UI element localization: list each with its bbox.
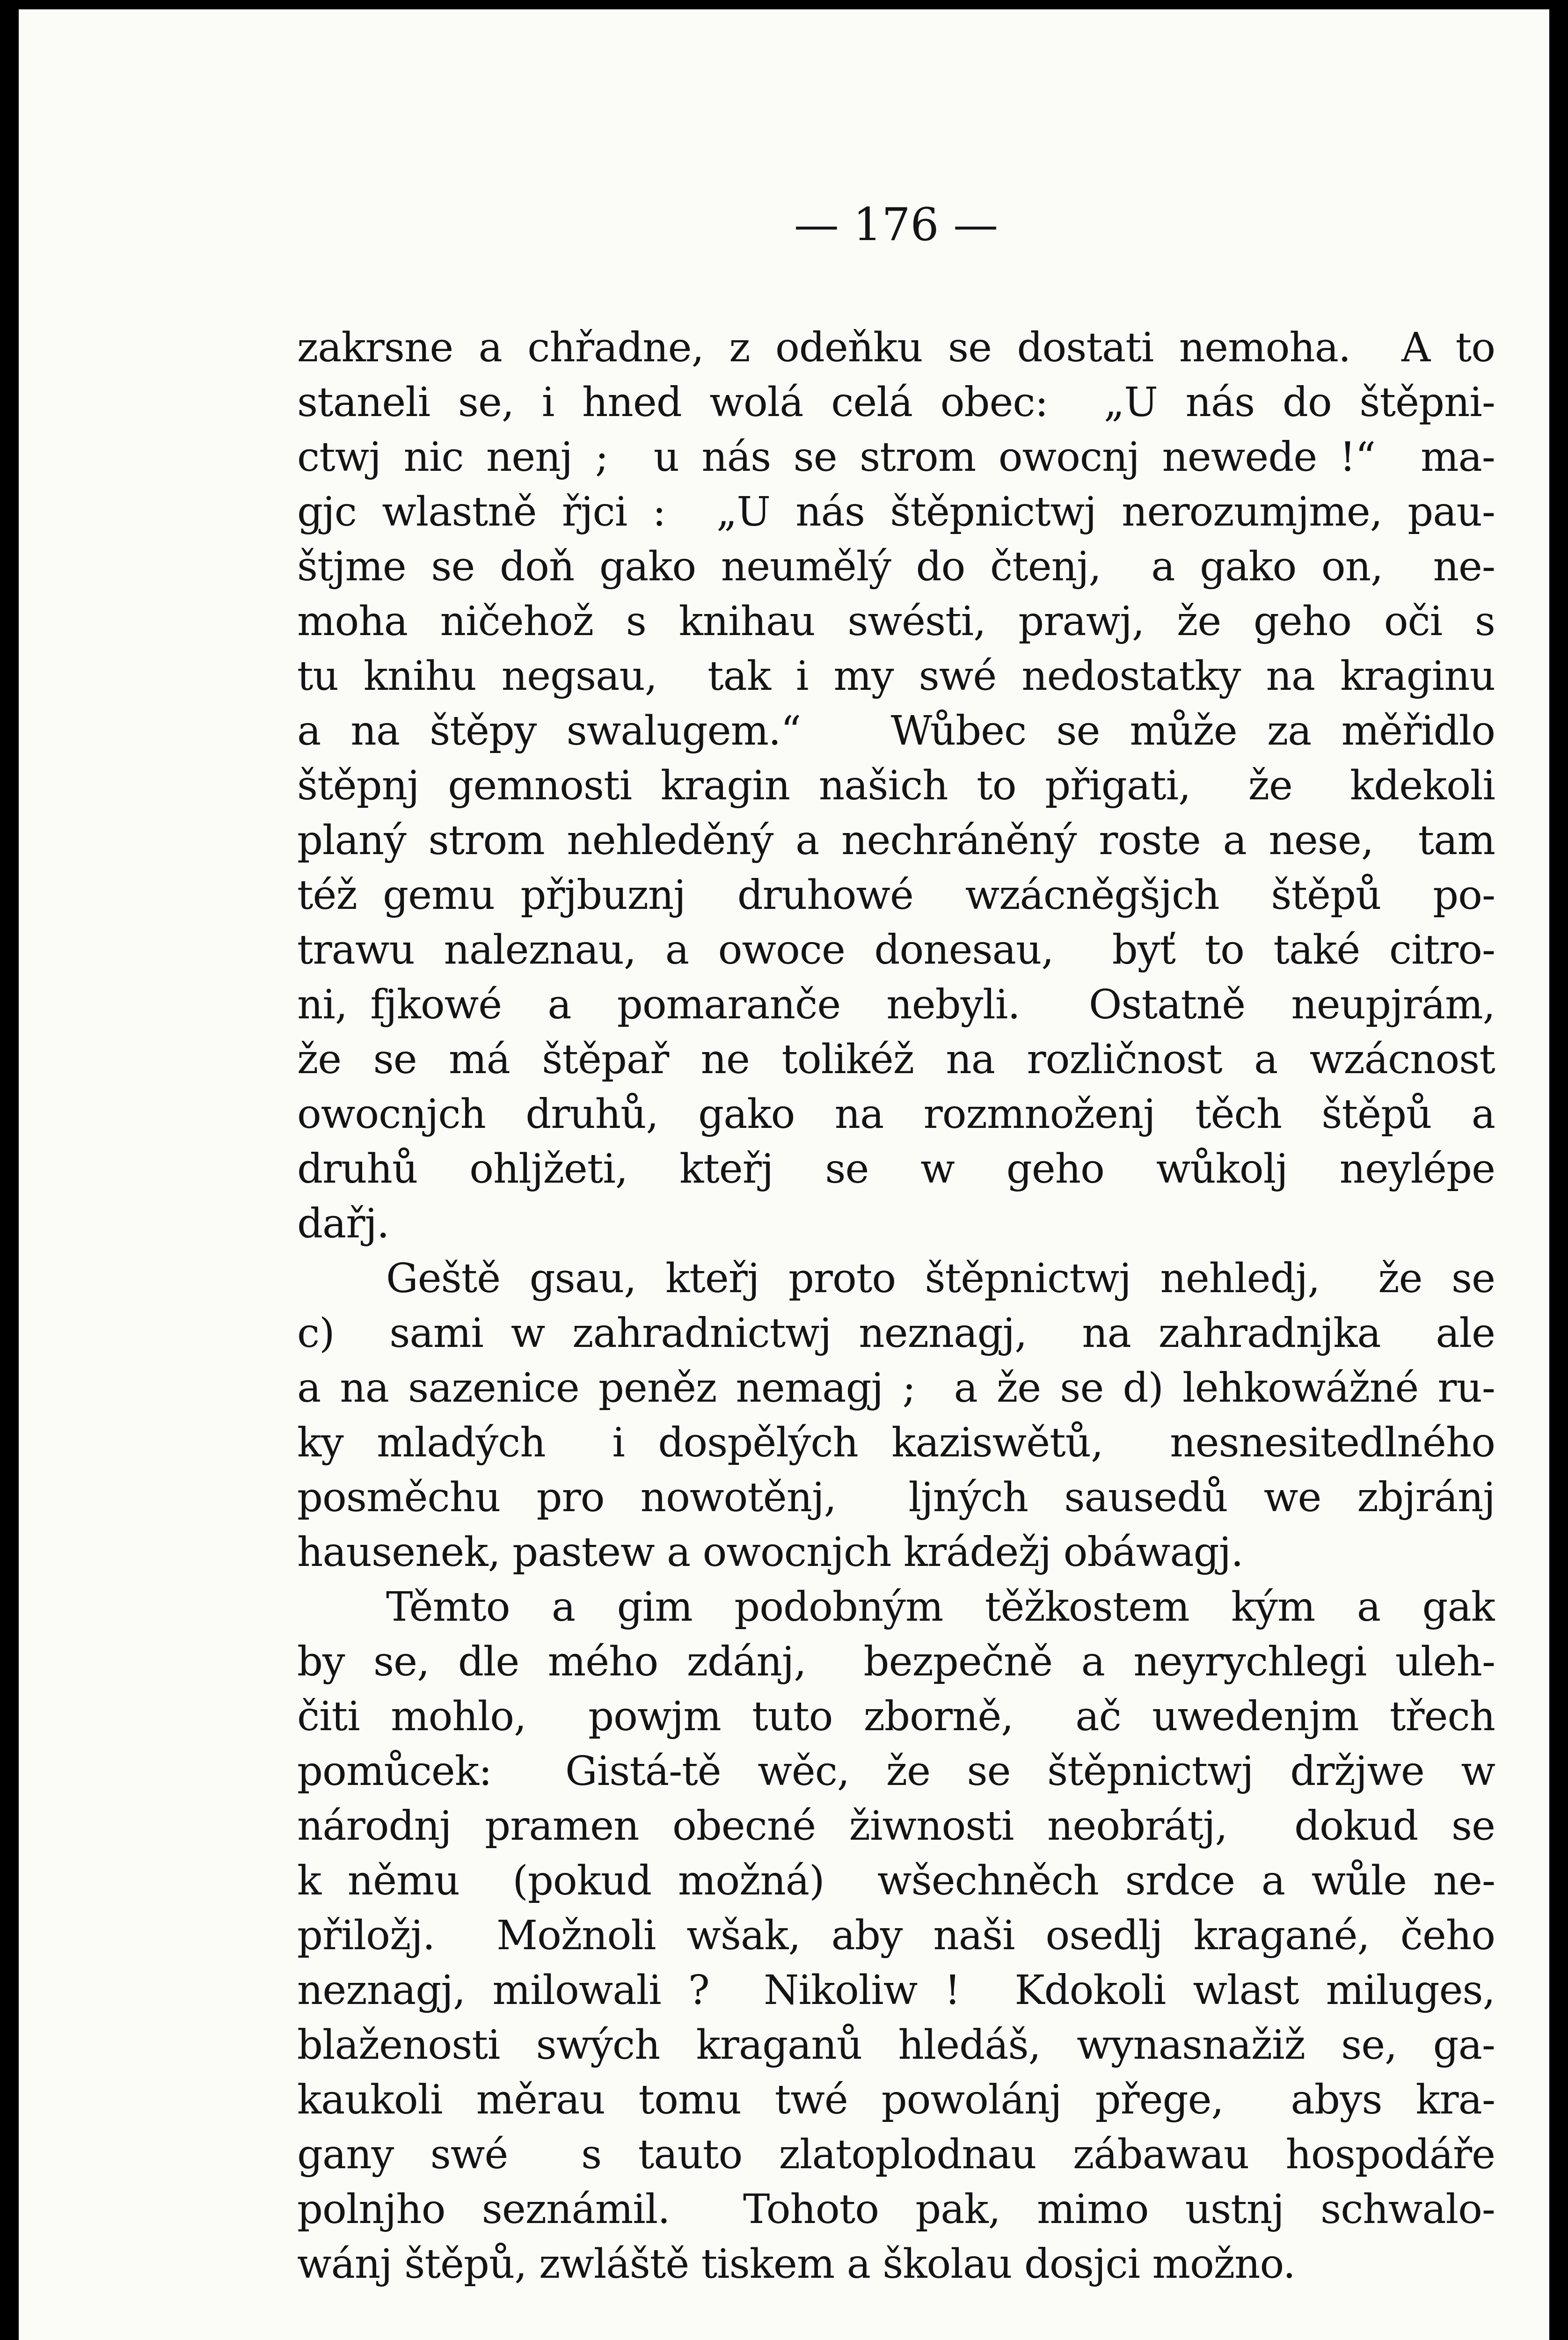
body-text — [297, 321, 1495, 2292]
text-line: gjc wlastně řjci : „U nás štěpnictwj nerozumjme, pau- — [297, 489, 1495, 535]
text-line: kaukoli měrau tomu twé powolánj přege, abys kra- — [297, 2077, 1495, 2123]
text-line: ni, fjkowé a pomaranče nebyli. Ostatně neupjrám, — [297, 981, 1495, 1028]
text-line: zakrsne a chřadne, z odeňku se dostati nemoha. A to — [297, 324, 1495, 371]
text-line: že se má štěpař ne tolikéž na rozličnost a wzácnost — [297, 1036, 1495, 1083]
text-line: gany swé s tauto zlatoplodnau zábawau hospodáře — [297, 2131, 1495, 2178]
text-line: posměchu pro nowotěnj, ljných sausedů we zbjránj — [297, 1474, 1495, 1521]
text-line: národnj pramen obecné žiwnosti neobrátj, dokud se — [297, 1803, 1495, 1850]
book-page — [19, 9, 1549, 2340]
text-line: by se, dle mého zdánj, bezpečně a neyrychlegi uleh- — [297, 1638, 1495, 1685]
text-line: Geště gsau, kteřj proto štěpnictwj nehledj, že se — [386, 1255, 1495, 1302]
text-line: ky mladých i dospělých kaziswětů, nesnesitedlného — [297, 1419, 1495, 1466]
text-line: k němu (pokud možná) wšechněch srdce a wůle ne- — [297, 1857, 1495, 1904]
text-line: a na sazenice peněz nemagj ; a že se d) lehkowážné ru- — [297, 1365, 1495, 1411]
text-line: trawu naleznau, a owoce donesau, byť to také citro- — [297, 927, 1495, 973]
text-line: pomůcek: Gistá-tě wěc, že se štěpnictwj držjwe w — [297, 1748, 1495, 1795]
text-line: štěpnj gemnosti kragin našich to přigati, že kdekoli — [297, 762, 1495, 809]
text-column — [297, 197, 1495, 2292]
text-line: druhů ohljžeti, kteřj se w geho wůkolj neylépe — [297, 1146, 1495, 1192]
text-line: staneli se, i hned wolá celá obec: „U nás do štěpni- — [297, 379, 1495, 426]
text-line: planý strom nehleděný a nechráněný roste a nese, tam — [297, 817, 1495, 864]
text-line: tu knihu negsau, tak i my swé nedostatky na kraginu — [297, 653, 1495, 700]
text-line: wánj štěpů, zwláště tiskem a školau dosjci možno. — [297, 2241, 1296, 2288]
text-line: moha ničehož s knihau swésti, prawj, že geho oči s — [297, 598, 1495, 645]
text-line: štjme se doň gako neumělý do čtenj, a gako on, ne- — [297, 543, 1495, 590]
text-line: též gemu přjbuznj druhowé wzácněgšjch štěpů po- — [297, 872, 1495, 919]
text-line: owocnjch druhů, gako na rozmnoženj těch štěpů a — [297, 1091, 1495, 1138]
page-number: — 176 — — [794, 198, 999, 251]
text-line: Těmto a gim podobným těžkostem kým a gak — [386, 1584, 1495, 1631]
text-line: blaženosti swých kraganů hledáš, wynasnažiž se, ga- — [297, 2022, 1495, 2069]
text-line: dařj. — [297, 1200, 389, 1247]
text-line: neznagj, milowali ? Nikoliw ! Kdokoli wlast miluges, — [297, 1967, 1495, 2014]
text-line: čiti mohlo, powjm tuto zborně, ač uwedenjm třech — [297, 1693, 1495, 1740]
text-line: polnjho seznámil. Tohoto pak, mimo ustnj schwalo- — [297, 2186, 1495, 2233]
text-line: c) sami w zahradnictwj neznagj, na zahradnjka ale — [297, 1310, 1495, 1357]
text-line: ctwj nic nenj ; u nás se strom owocnj newede !“ ma- — [297, 434, 1495, 481]
text-line: hausenek, pastew a owocnjch krádežj obáwagj. — [297, 1529, 1243, 1576]
text-line: přiložj. Možnoli wšak, aby naši osedlj kragané, čeho — [297, 1912, 1495, 1959]
text-line: a na štěpy swalugem.“ Wůbec se může za měřidlo — [297, 708, 1495, 754]
